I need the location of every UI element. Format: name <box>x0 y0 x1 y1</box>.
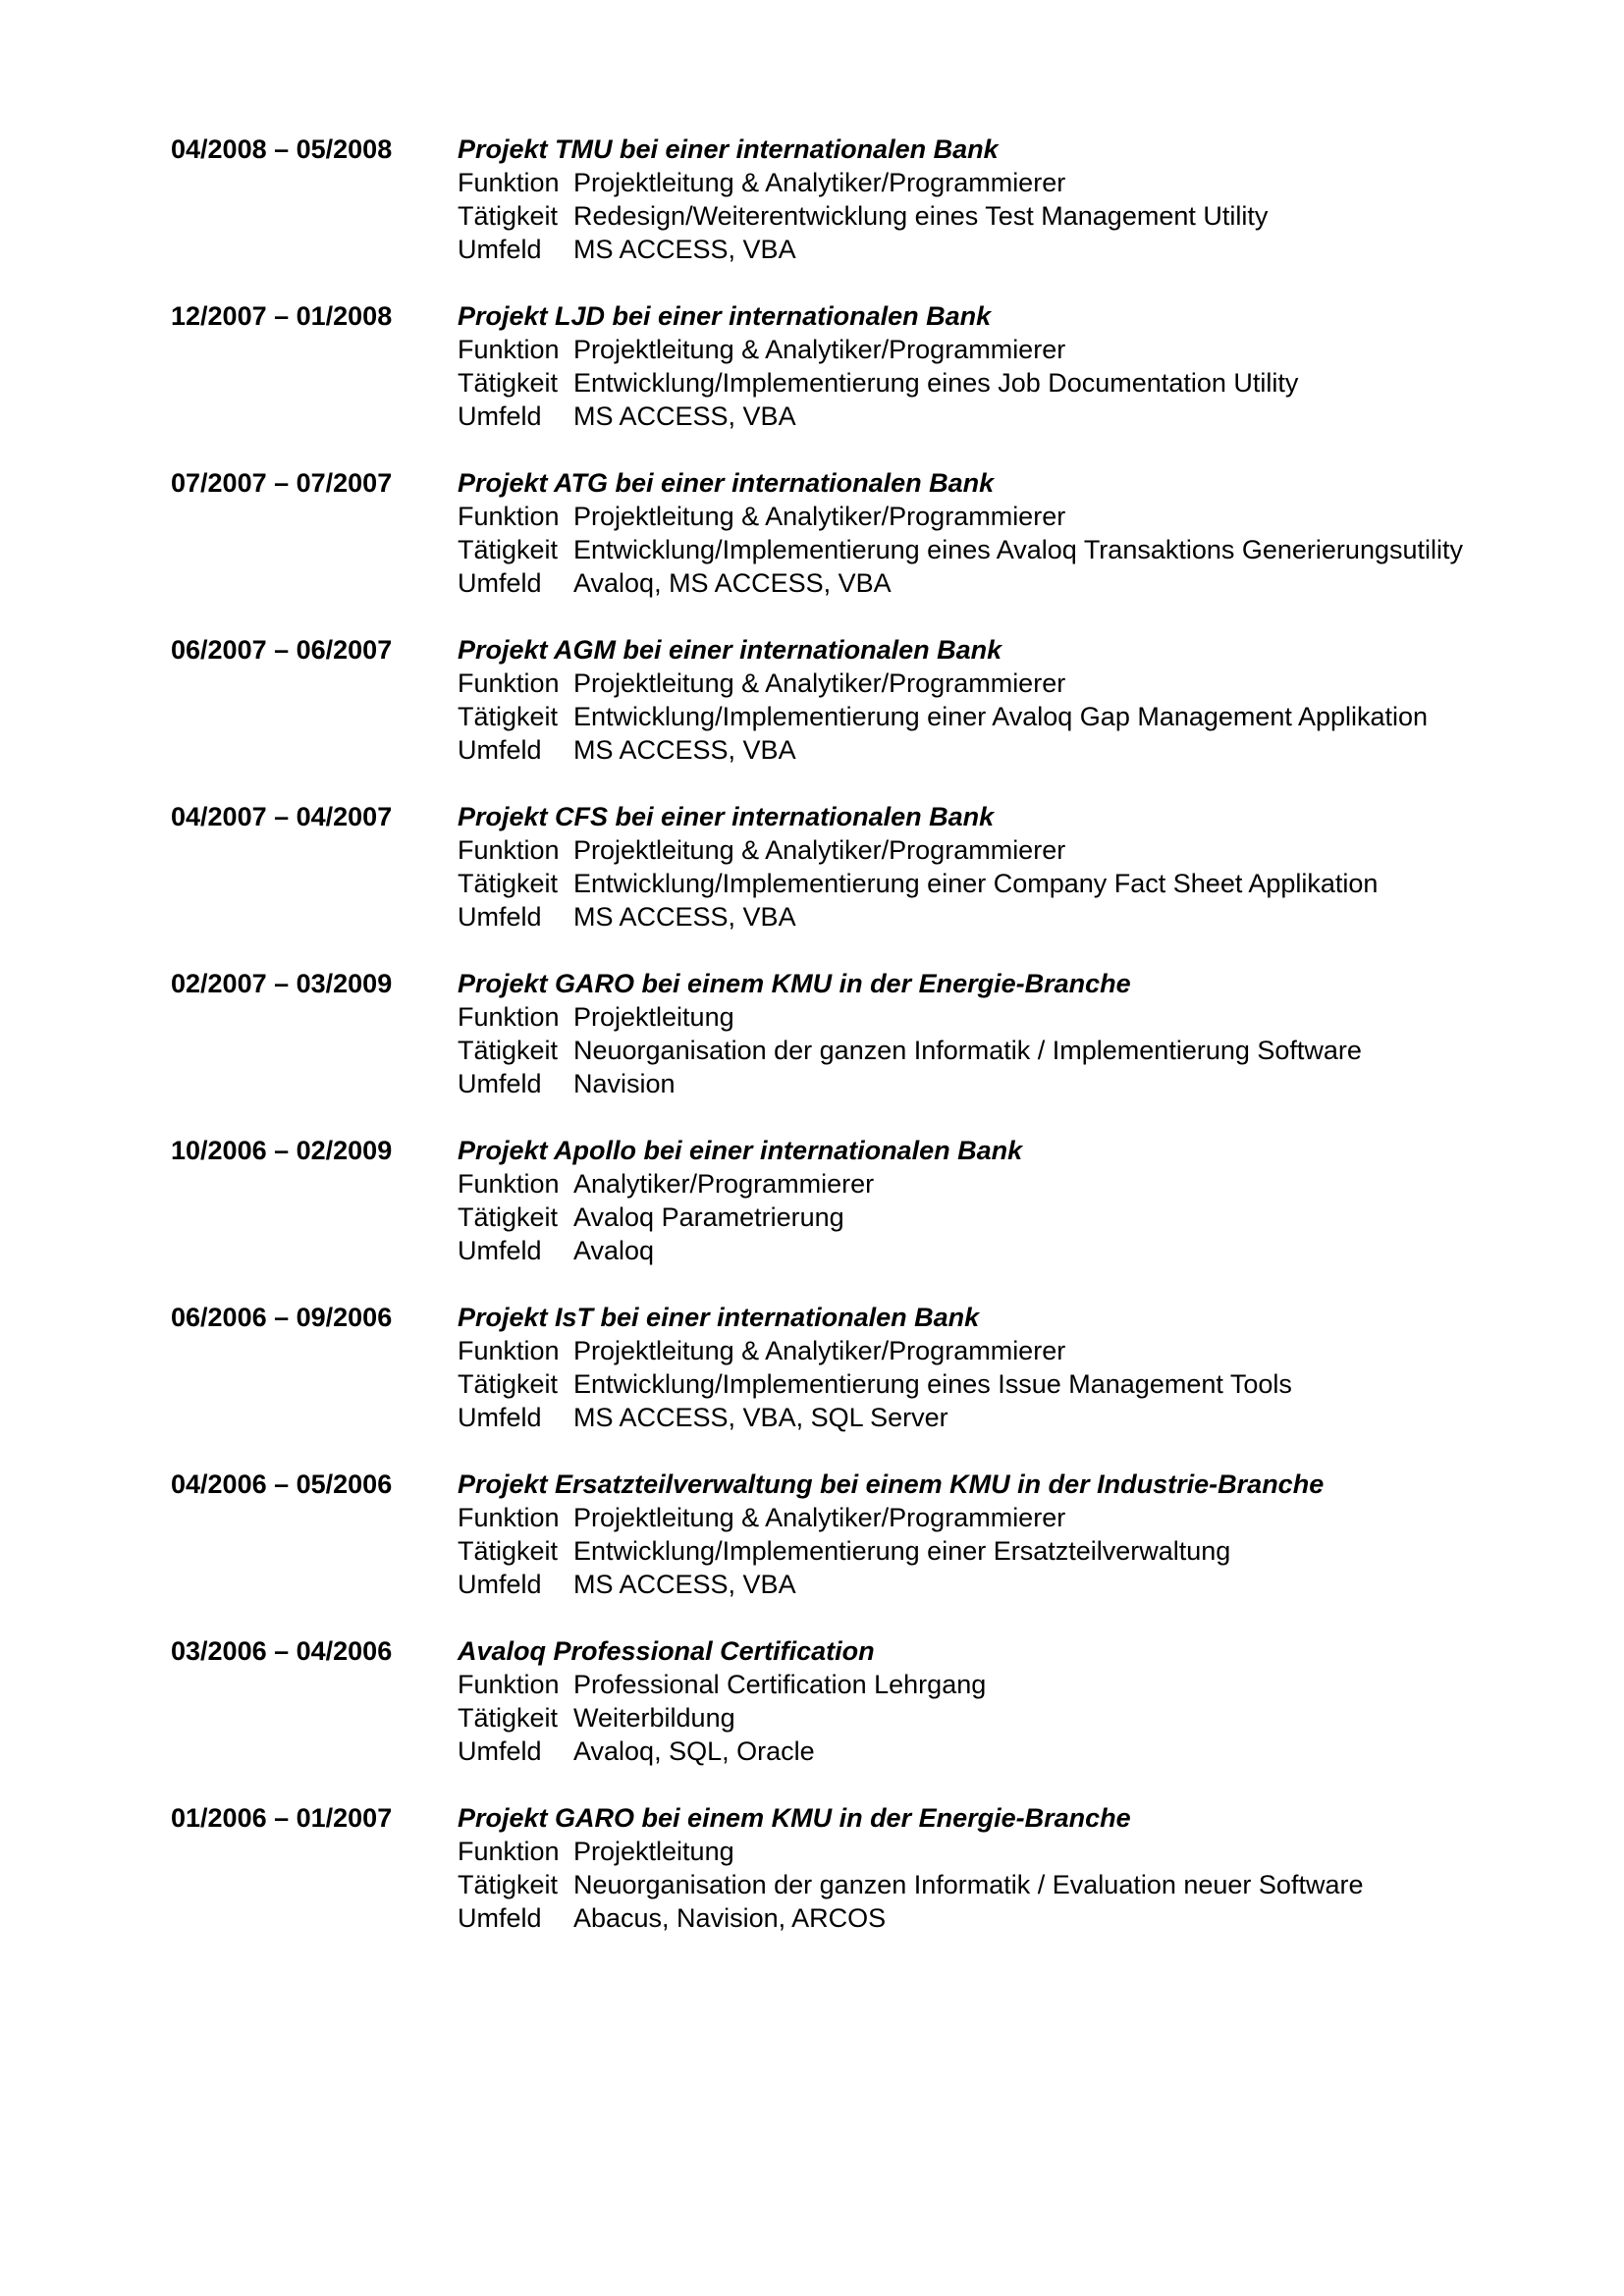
funktion-row <box>458 500 1545 533</box>
project-details <box>458 1801 1545 1968</box>
project-date-range: 06/2007 – 06/2007 <box>171 635 393 665</box>
umfeld-row <box>458 900 1545 934</box>
umfeld-label: Umfeld <box>458 1403 542 1432</box>
project-entry <box>171 1801 1545 1968</box>
taetigkeit-value: Entwicklung/Implementierung einer Company Fact Sheet Applikation <box>573 869 1379 898</box>
funktion-value: Projektleitung & Analytiker/Programmierer <box>573 502 1066 531</box>
project-details <box>458 967 1545 1134</box>
project-date-range: 01/2006 – 01/2007 <box>171 1803 393 1833</box>
umfeld-row <box>458 1568 1545 1601</box>
funktion-label: Funktion <box>458 1169 560 1199</box>
project-entry <box>171 133 1545 299</box>
funktion-row <box>458 333 1545 366</box>
funktion-row <box>458 833 1545 867</box>
project-date-range: 02/2007 – 03/2009 <box>171 969 393 998</box>
funktion-row <box>458 166 1545 199</box>
taetigkeit-label: Tätigkeit <box>458 368 559 398</box>
funktion-value: Projektleitung & Analytiker/Programmierer <box>573 168 1066 197</box>
funktion-label: Funktion <box>458 1002 560 1032</box>
project-details <box>458 133 1545 299</box>
funktion-value: Analytiker/Programmierer <box>573 1169 875 1199</box>
umfeld-value: Abacus, Navision, ARCOS <box>573 1903 887 1933</box>
project-details <box>458 800 1545 967</box>
umfeld-row <box>458 1735 1545 1768</box>
umfeld-value: Navision <box>573 1069 676 1098</box>
umfeld-value: Avaloq <box>573 1236 655 1265</box>
taetigkeit-label: Tätigkeit <box>458 869 559 898</box>
umfeld-row <box>458 233 1545 266</box>
funktion-value: Projektleitung & Analytiker/Programmierer <box>573 1336 1066 1365</box>
funktion-row <box>458 1000 1545 1034</box>
funktion-value: Projektleitung & Analytiker/Programmierer <box>573 835 1066 865</box>
umfeld-value: MS ACCESS, VBA, SQL Server <box>573 1403 948 1432</box>
funktion-row <box>458 1501 1545 1534</box>
taetigkeit-row <box>458 199 1545 233</box>
funktion-label: Funktion <box>458 1336 560 1365</box>
umfeld-value: Avaloq, MS ACCESS, VBA <box>573 568 892 598</box>
project-entry <box>171 1468 1545 1634</box>
taetigkeit-label: Tätigkeit <box>458 1036 559 1065</box>
umfeld-row <box>458 1067 1545 1100</box>
umfeld-row <box>458 1234 1545 1267</box>
taetigkeit-row <box>458 1201 1545 1234</box>
umfeld-value: MS ACCESS, VBA <box>573 735 796 765</box>
taetigkeit-row <box>458 366 1545 400</box>
umfeld-value: MS ACCESS, VBA <box>573 401 796 431</box>
taetigkeit-label: Tätigkeit <box>458 1202 559 1232</box>
taetigkeit-label: Tätigkeit <box>458 1536 559 1566</box>
funktion-value: Professional Certification Lehrgang <box>573 1670 987 1699</box>
project-title: Projekt Ersatzteilverwaltung bei einem KMU in der Industrie-Branche <box>458 1469 1325 1499</box>
project-details <box>458 1301 1545 1468</box>
project-title: Avaloq Professional Certification <box>458 1636 875 1666</box>
funktion-row <box>458 1334 1545 1367</box>
funktion-value: Projektleitung & Analytiker/Programmierer <box>573 335 1066 364</box>
taetigkeit-value: Entwicklung/Implementierung einer Ersatzteilverwaltung <box>573 1536 1231 1566</box>
funktion-value: Projektleitung <box>573 1002 734 1032</box>
umfeld-label: Umfeld <box>458 1736 542 1766</box>
project-entry <box>171 1134 1545 1301</box>
taetigkeit-value: Neuorganisation der ganzen Informatik / Implementierung Software <box>573 1036 1362 1065</box>
project-date-range: 10/2006 – 02/2009 <box>171 1136 393 1165</box>
funktion-label: Funktion <box>458 1837 560 1866</box>
funktion-row <box>458 1167 1545 1201</box>
project-date-range: 04/2007 – 04/2007 <box>171 802 393 831</box>
funktion-row <box>458 667 1545 700</box>
project-details <box>458 1468 1545 1634</box>
taetigkeit-label: Tätigkeit <box>458 1703 559 1733</box>
umfeld-label: Umfeld <box>458 401 542 431</box>
funktion-row <box>458 1668 1545 1701</box>
umfeld-label: Umfeld <box>458 1903 542 1933</box>
taetigkeit-row <box>458 700 1545 733</box>
project-details <box>458 633 1545 800</box>
taetigkeit-value: Avaloq Parametrierung <box>573 1202 844 1232</box>
umfeld-label: Umfeld <box>458 1236 542 1265</box>
project-entry <box>171 633 1545 800</box>
taetigkeit-label: Tätigkeit <box>458 201 559 231</box>
umfeld-label: Umfeld <box>458 1069 542 1098</box>
project-entry <box>171 1301 1545 1468</box>
project-title: Projekt GARO bei einem KMU in der Energie-Branche <box>458 1803 1131 1833</box>
taetigkeit-value: Entwicklung/Implementierung einer Avaloq Gap Management Applikation <box>573 702 1429 731</box>
project-title: Projekt AGM bei einer internationalen Bank <box>458 635 1002 665</box>
taetigkeit-row <box>458 867 1545 900</box>
taetigkeit-label: Tätigkeit <box>458 1870 559 1899</box>
project-date-range: 12/2007 – 01/2008 <box>171 301 393 331</box>
project-entry <box>171 1634 1545 1801</box>
project-title: Projekt GARO bei einem KMU in der Energie-Branche <box>458 969 1131 998</box>
project-entry <box>171 299 1545 466</box>
funktion-label: Funktion <box>458 668 560 698</box>
project-date-range: 06/2006 – 09/2006 <box>171 1303 393 1332</box>
umfeld-row <box>458 400 1545 433</box>
umfeld-label: Umfeld <box>458 1570 542 1599</box>
umfeld-row <box>458 733 1545 767</box>
project-title: Projekt ATG bei einer internationalen Bank <box>458 468 995 498</box>
project-details <box>458 466 1545 633</box>
funktion-value: Projektleitung <box>573 1837 734 1866</box>
project-title: Projekt LJD bei einer internationalen Bank <box>458 301 992 331</box>
funktion-row <box>458 1835 1545 1868</box>
umfeld-value: MS ACCESS, VBA <box>573 235 796 264</box>
project-title: Projekt IsT bei einer internationalen Bank <box>458 1303 980 1332</box>
taetigkeit-row <box>458 533 1545 566</box>
umfeld-label: Umfeld <box>458 902 542 932</box>
umfeld-value: MS ACCESS, VBA <box>573 1570 796 1599</box>
umfeld-label: Umfeld <box>458 235 542 264</box>
umfeld-row <box>458 566 1545 600</box>
project-title: Projekt TMU bei einer internationalen Bank <box>458 134 999 164</box>
taetigkeit-row <box>458 1868 1545 1901</box>
umfeld-row <box>458 1401 1545 1434</box>
funktion-label: Funktion <box>458 1503 560 1532</box>
project-date-range: 07/2007 – 07/2007 <box>171 468 393 498</box>
project-title: Projekt Apollo bei einer internationalen Bank <box>458 1136 1023 1165</box>
funktion-label: Funktion <box>458 335 560 364</box>
taetigkeit-value: Entwicklung/Implementierung eines Issue Management Tools <box>573 1369 1292 1399</box>
project-title: Projekt CFS bei einer internationalen Bank <box>458 802 995 831</box>
project-date-range: 04/2006 – 05/2006 <box>171 1469 393 1499</box>
umfeld-value: MS ACCESS, VBA <box>573 902 796 932</box>
taetigkeit-value: Entwicklung/Implementierung eines Avaloq Transaktions Generierungsutility <box>573 535 1463 564</box>
project-details <box>458 1634 1545 1801</box>
project-details <box>458 299 1545 466</box>
project-date-range: 03/2006 – 04/2006 <box>171 1636 393 1666</box>
taetigkeit-label: Tätigkeit <box>458 702 559 731</box>
umfeld-label: Umfeld <box>458 735 542 765</box>
taetigkeit-value: Entwicklung/Implementierung eines Job Documentation Utility <box>573 368 1299 398</box>
taetigkeit-row <box>458 1534 1545 1568</box>
umfeld-value: Avaloq, SQL, Oracle <box>573 1736 815 1766</box>
project-details <box>458 1134 1545 1301</box>
taetigkeit-row <box>458 1701 1545 1735</box>
umfeld-label: Umfeld <box>458 568 542 598</box>
funktion-value: Projektleitung & Analytiker/Programmierer <box>573 1503 1066 1532</box>
funktion-label: Funktion <box>458 835 560 865</box>
funktion-value: Projektleitung & Analytiker/Programmierer <box>573 668 1066 698</box>
taetigkeit-value: Weiterbildung <box>573 1703 735 1733</box>
project-entry <box>171 466 1545 633</box>
project-entry <box>171 800 1545 967</box>
taetigkeit-row <box>458 1034 1545 1067</box>
project-date-range: 04/2008 – 05/2008 <box>171 134 393 164</box>
taetigkeit-row <box>458 1367 1545 1401</box>
project-entry <box>171 967 1545 1134</box>
umfeld-row <box>458 1901 1545 1935</box>
project-list <box>171 133 1545 1968</box>
funktion-label: Funktion <box>458 502 560 531</box>
taetigkeit-value: Neuorganisation der ganzen Informatik / Evaluation neuer Software <box>573 1870 1364 1899</box>
taetigkeit-label: Tätigkeit <box>458 535 559 564</box>
funktion-label: Funktion <box>458 1670 560 1699</box>
taetigkeit-label: Tätigkeit <box>458 1369 559 1399</box>
funktion-label: Funktion <box>458 168 560 197</box>
taetigkeit-value: Redesign/Weiterentwicklung eines Test Management Utility <box>573 201 1269 231</box>
